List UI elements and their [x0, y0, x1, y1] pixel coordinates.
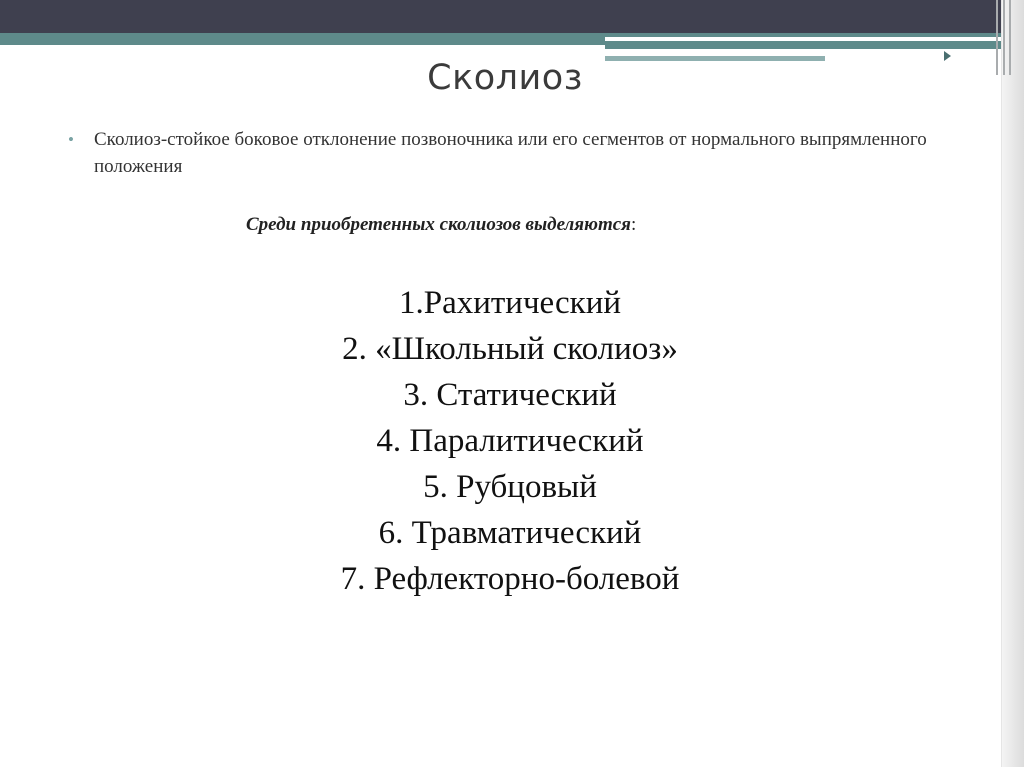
header-bar-teal-right — [605, 41, 1024, 49]
list-intro-emphasis: Среди приобретенных сколиозов выделяются — [246, 214, 631, 235]
list-item: 3. Статический — [403, 377, 617, 413]
list-intro — [246, 214, 636, 236]
list-item: 1.Рахитический — [398, 285, 622, 321]
list-item: 4. Паралитический — [376, 423, 644, 459]
list-item: 2. «Школьный сколиоз» — [342, 331, 678, 367]
bullet-dot-icon: • — [68, 130, 74, 149]
scoliosis-type-list — [0, 280, 1020, 602]
header-bar-teal-left — [0, 33, 605, 45]
header-bar-teal-thin — [605, 33, 1024, 37]
header-bar-dark — [0, 0, 1024, 33]
bullet-text: Сколиоз-стойкое боковое отклонение позвоночника или его сегментов от нормального выпрямленного положения — [94, 129, 927, 177]
list-item: 5. Рубцовый — [423, 469, 597, 505]
list-item: 6. Травматический — [378, 515, 642, 551]
bullet-item — [68, 126, 928, 180]
list-intro-suffix: : — [630, 214, 637, 235]
slide-title: Сколиоз — [427, 58, 583, 98]
list-item: 7. Рефлекторно-болевой — [340, 561, 680, 597]
